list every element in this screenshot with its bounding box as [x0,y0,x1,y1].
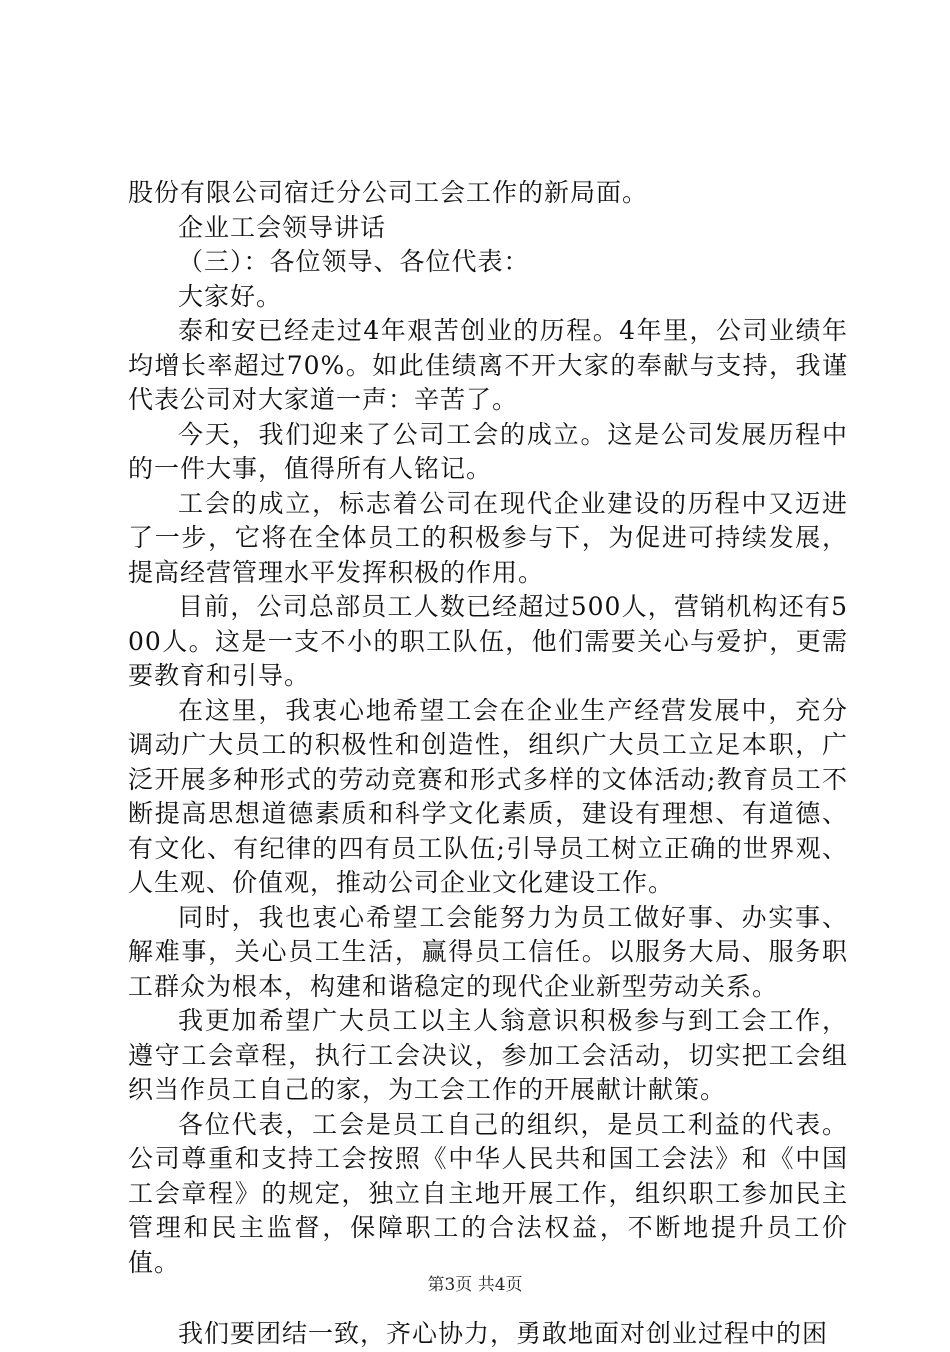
paragraph: 各位代表，工会是员工自己的组织，是员工利益的代表。公司尊重和支持工会按照《中华人民共和国工会法》和《中国工会章程》的规定，独立自主地开展工作，组织职工参加民主管理和民主监督，保障职工的合法权益，不断地提升员工价值。 [128,1109,848,1277]
paragraph: 我们要团结一致，齐心协力，勇敢地面对创业过程中的困 [178,1319,829,1348]
paragraph: 我更加希望广大员工以主人翁意识积极参与到工会工作，遵守工会章程，执行工会决议，参加工会活动，切实把工会组织当作员工自己的家，为工会工作的开展献计献策。 [128,1006,848,1104]
document-body [128,176,848,1352]
paragraph: 同时，我也衷心希望工会能努力为员工做好事、办实事、解难事，关心员工生活，赢得员工信任。以服务大局、服务职工群众为根本，构建和谐稳定的现代企业新型劳动关系。 [128,902,848,1001]
paragraph: 工会的成立，标志着公司在现代企业建设的历程中又迈进了一步，它将在全体员工的积极参与下，为促进可持续发展，提高经营管理水平发挥积极的作用。 [128,488,848,587]
paragraph-continuation: 股份有限公司宿迁分公司工会工作的新局面。 [128,178,649,207]
paragraph-section-title: 企业工会领导讲话 [178,212,387,242]
paragraph-greeting: 大家好。 [178,281,283,311]
paragraph: 泰和安已经走过4年艰苦创业的历程。4年里，公司业绩年均增长率超过70%。如此佳绩离不开大家的奉献与支持，我谨代表公司对大家道一声：辛苦了。 [128,316,848,414]
paragraph: 目前，公司总部员工人数已经超过500人，营销机构还有500人。这是一支不小的职工队伍，他们需要关心与爱护，更需要教育和引导。 [128,592,848,690]
paragraph: 今天，我们迎来了公司工会的成立。这是公司发展历程中的一件大事，值得所有人铭记。 [128,419,848,483]
paragraph: 在这里，我衷心地希望工会在企业生产经营发展中，充分调动广大员工的积极性和创造性，组织广大员工立足本职，广泛开展多种形式的劳动竞赛和形式多样的文体活动;教育员工不断提高思想道德素质和科学文化素质，建设有理想、有道德、有文化、有纪律的四有员工队伍;引导员工树立正确的世界观、人生观、价值观，推动公司企业文化建设工作。 [128,695,848,897]
page-number-footer: 第3页 共4页 [427,1275,523,1295]
paragraph-salutation: （三）：各位领导、各位代表： [178,247,530,276]
